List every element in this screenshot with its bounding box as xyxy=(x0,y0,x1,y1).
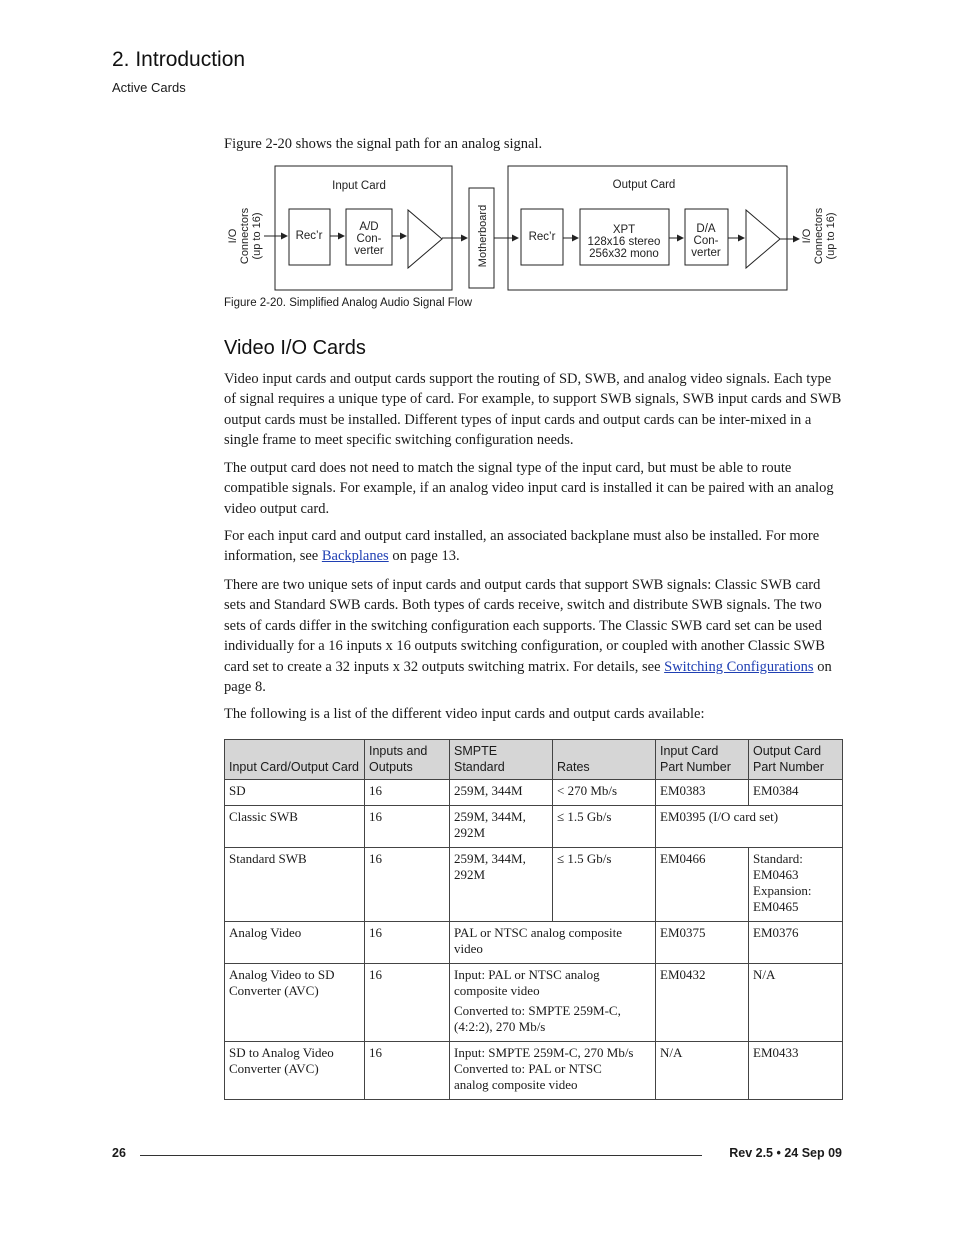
right-io-connectors-label xyxy=(801,207,837,264)
paragraph-2: The output card does not need to match the signal type of the input card, but must be able to route compatible signals. For example, if an analog video input card is installed it can be paired with an analog video output card. xyxy=(224,460,834,517)
table-row xyxy=(225,848,843,922)
cell-output-part: EM0433 xyxy=(749,1042,843,1100)
cell-card: Analog Video xyxy=(225,922,365,964)
table-row xyxy=(225,964,843,1042)
footer-divider xyxy=(140,1155,702,1156)
cell-io: 16 xyxy=(365,848,450,922)
cell-smpte: Input: PAL or NTSC analog composite video Converted to: SMPTE 259M-C, (4:2:2), 270 Mb/s xyxy=(450,964,656,1042)
cell-io: 16 xyxy=(365,964,450,1042)
cell-smpte: Input: SMPTE 259M-C, 270 Mb/s Converted to: PAL or NTSC analog composite video xyxy=(450,1042,656,1100)
cell-io: 16 xyxy=(365,1042,450,1100)
table-row xyxy=(225,922,843,964)
cell-output-part: EM0384 xyxy=(749,780,843,806)
cell-output-part: N/A xyxy=(749,964,843,1042)
svg-text:A/D: A/D xyxy=(359,221,379,233)
header-rates: Rates xyxy=(553,740,656,780)
input-card-title: Input Card xyxy=(332,180,386,192)
amplifier-triangle-1 xyxy=(408,210,442,268)
cell-smpte: 259M, 344M, 292M xyxy=(450,848,553,922)
output-card-title: Output Card xyxy=(612,179,676,191)
amplifier-triangle-2 xyxy=(746,210,780,268)
chapter-title: 2. Introduction xyxy=(112,48,246,71)
svg-text:Connectors: Connectors xyxy=(813,207,825,265)
left-io-connectors-label xyxy=(227,207,263,264)
video-cards-table xyxy=(224,739,843,1100)
section-subtitle: Active Cards xyxy=(112,80,186,95)
cell-input-part: EM0383 xyxy=(656,780,749,806)
svg-text:256x32 mono: 256x32 mono xyxy=(589,248,659,260)
cell-input-part: N/A xyxy=(656,1042,749,1100)
svg-text:128x16 stereo: 128x16 stereo xyxy=(587,236,661,248)
svg-text:Con-: Con- xyxy=(356,233,382,245)
switching-configurations-link[interactable]: Switching Configurations xyxy=(664,658,814,675)
header-smpte: SMPTE Standard xyxy=(450,740,553,780)
cell-io: 16 xyxy=(365,922,450,964)
section-heading: Video I/O Cards xyxy=(224,337,366,359)
cell-input-part: EM0466 xyxy=(656,848,749,922)
cell-card: Standard SWB xyxy=(225,848,365,922)
svg-text:Connectors: Connectors xyxy=(239,207,251,265)
cell-card: Classic SWB xyxy=(225,806,365,848)
backplanes-link[interactable]: Backplanes xyxy=(321,548,389,565)
figure-intro-text: Figure 2-20 shows the signal path for an analog signal. xyxy=(224,136,543,152)
svg-text:verter: verter xyxy=(691,247,721,259)
cell-output-part: Standard: EM0463 Expansion: EM0465 xyxy=(749,848,843,922)
paragraph-1: Video input cards and output cards support the routing of SD, SWB, and analog video signals. Each type of signal requires a unique type of card. For example, to support SWB signals, SWB input cards and SWB output cards must be installed. Different types of input cards and output cards can be inter-mixed in a single frame to meet specific switching configuration needs. xyxy=(224,371,842,449)
page-number: 26 xyxy=(112,1146,126,1160)
svg-text:(up to 16): (up to 16) xyxy=(251,212,263,260)
cell-io: 16 xyxy=(365,806,450,848)
svg-text:(up to 16): (up to 16) xyxy=(825,212,837,260)
signal-flow-diagram xyxy=(224,162,848,296)
cell-input-part: EM0432 xyxy=(656,964,749,1042)
paragraph-3: For each input card and output card installed, an associated backplane must also be installed. For more information, see Backplanes on page 13. xyxy=(224,528,820,565)
table-row xyxy=(225,806,843,848)
cell-smpte: PAL or NTSC analog composite video xyxy=(450,922,656,964)
cell-card: SD xyxy=(225,780,365,806)
svg-text:XPT: XPT xyxy=(612,224,636,236)
svg-text:D/A: D/A xyxy=(696,223,716,235)
cell-input-part: EM0375 xyxy=(656,922,749,964)
svg-text:verter: verter xyxy=(354,245,384,257)
cell-rates: < 270 Mb/s xyxy=(553,780,656,806)
paragraph-4: There are two unique sets of input cards and output cards that support SWB signals: Classic SWB card sets and Standard SWB cards. Both types of cards receive, switch and distribute SWB signals. The two sets of cards differ in the switching configuration each supports. The Classic SWB card set can be used individually for a 16 inputs x 16 outputs switching configuration, or coupled with another Classic SWB card set to create a 32 inputs x 32 outputs switching matrix. For details, see Switching Configurations on page 8. xyxy=(224,577,832,696)
receiver-label-2: Rec’r xyxy=(528,231,556,243)
revision-label: Rev 2.5 • 24 Sep 09 xyxy=(729,1146,842,1160)
svg-text:Con-: Con- xyxy=(693,235,719,247)
header-card: Input Card/Output Card xyxy=(225,740,365,780)
cell-rates: ≤ 1.5 Gb/s xyxy=(553,806,656,848)
header-io: Inputs and Outputs xyxy=(365,740,450,780)
receiver-label-1: Rec’r xyxy=(295,230,323,242)
svg-text:I/O: I/O xyxy=(227,228,239,244)
cell-rates: ≤ 1.5 Gb/s xyxy=(553,848,656,922)
motherboard-label: Motherboard xyxy=(477,204,489,268)
cell-smpte: 259M, 344M xyxy=(450,780,553,806)
table-row xyxy=(225,1042,843,1100)
cell-output-part: EM0376 xyxy=(749,922,843,964)
cell-io-card-set: EM0395 (I/O card set) xyxy=(656,806,843,848)
table-row xyxy=(225,780,843,806)
figure-caption: Figure 2-20. Simplified Analog Audio Signal Flow xyxy=(224,297,473,309)
paragraph-5: The following is a list of the different video input cards and output cards available: xyxy=(224,706,705,722)
cell-card: Analog Video to SD Converter (AVC) xyxy=(225,964,365,1042)
table-header-row xyxy=(225,740,843,780)
cell-smpte: 259M, 344M, 292M xyxy=(450,806,553,848)
header-input-part: Input Card Part Number xyxy=(656,740,749,780)
cell-card: SD to Analog Video Converter (AVC) xyxy=(225,1042,365,1100)
header-output-part: Output Card Part Number xyxy=(749,740,843,780)
cell-io: 16 xyxy=(365,780,450,806)
svg-text:I/O: I/O xyxy=(801,228,813,244)
